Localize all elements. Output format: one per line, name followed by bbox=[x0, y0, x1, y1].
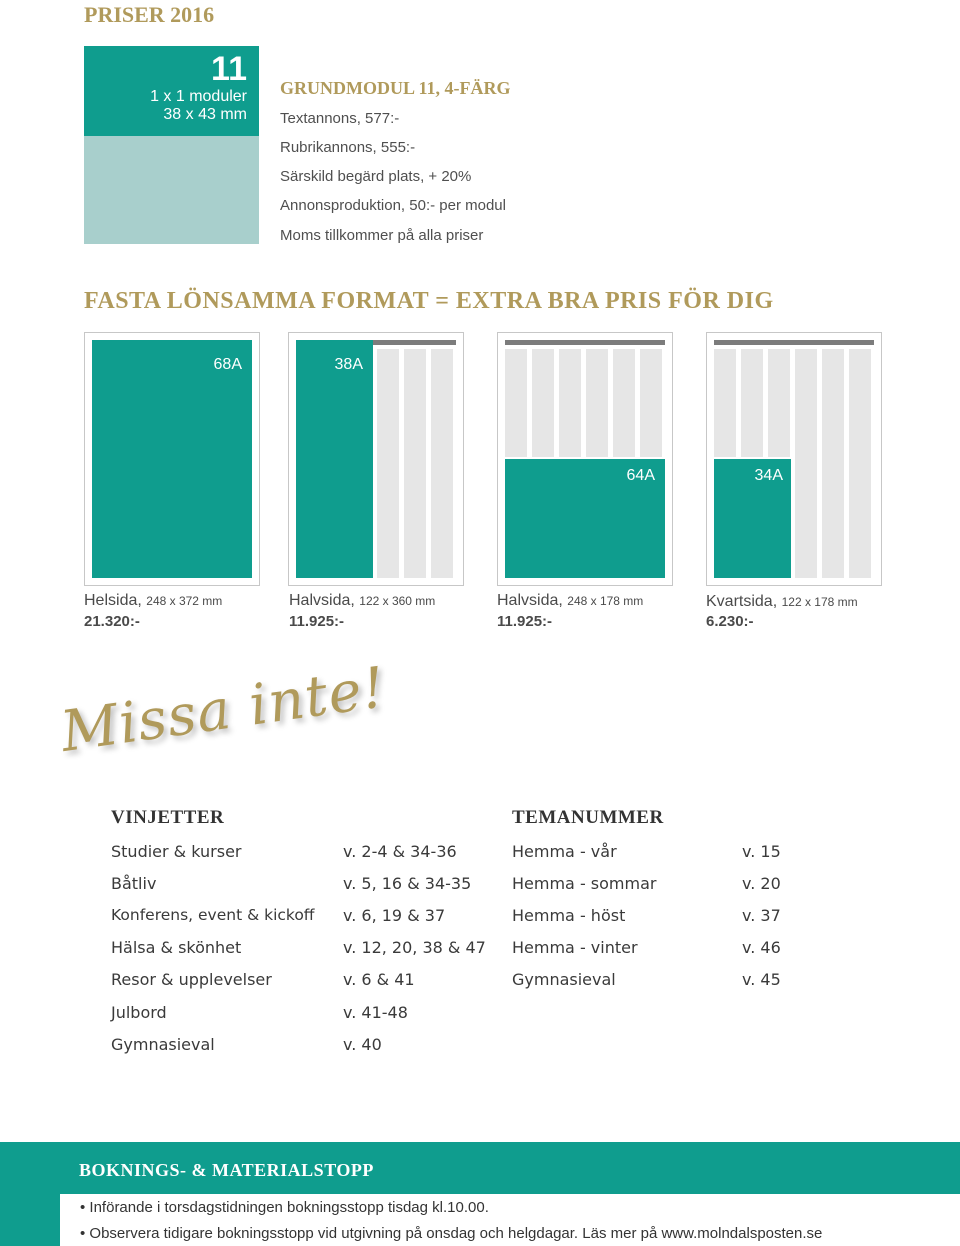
column bbox=[431, 349, 453, 578]
column bbox=[404, 349, 426, 578]
column bbox=[532, 349, 554, 457]
vinjett-week: v. 41-48 bbox=[343, 1003, 408, 1022]
format-thumbnail-34a bbox=[706, 332, 882, 586]
column bbox=[640, 349, 662, 457]
vinjett-week: v. 12, 20, 38 & 47 bbox=[343, 938, 486, 957]
module-size-box bbox=[84, 46, 259, 136]
module-price-line: Särskild begärd plats, + 20% bbox=[280, 168, 472, 185]
format-dims: 248 x 372 mm bbox=[146, 594, 223, 608]
column bbox=[714, 349, 736, 457]
module-size-line1: 1 x 1 moduler bbox=[150, 88, 247, 105]
format-code: 34A bbox=[754, 467, 783, 484]
tema-week: v. 45 bbox=[742, 970, 781, 989]
tema-week: v. 37 bbox=[742, 906, 781, 925]
vinjett-week: v. 40 bbox=[343, 1035, 382, 1054]
module-price-line: Rubrikannons, 555:- bbox=[280, 139, 416, 156]
tema-week: v. 46 bbox=[742, 938, 781, 957]
module-size-label bbox=[150, 88, 247, 124]
ad-area bbox=[505, 459, 665, 578]
module-title: GRUNDMODUL 11, 4-FÄRG bbox=[280, 78, 511, 98]
ad-area bbox=[92, 340, 252, 578]
column bbox=[822, 349, 844, 578]
format-price: 21.320:- bbox=[84, 613, 140, 630]
formats-title: FASTA LÖNSAMMA FORMAT = EXTRA BRA PRIS FÖR DIG bbox=[84, 288, 774, 314]
vinjett-week: v. 5, 16 & 34-35 bbox=[343, 874, 472, 893]
footer-bullet: • Införande i torsdagstidningen bokningsstopp tisdag kl.10.00. bbox=[80, 1199, 489, 1216]
module-number: 11 bbox=[211, 50, 247, 88]
format-name: Kvartsida, bbox=[706, 593, 778, 610]
temanummer-title: TEMANUMMER bbox=[512, 807, 664, 828]
ad-area bbox=[714, 459, 791, 578]
format-dims: 122 x 360 mm bbox=[359, 594, 436, 608]
page-title: PRISER 2016 bbox=[84, 2, 215, 27]
format-price: 6.230:- bbox=[706, 613, 754, 630]
tema-name: Hemma - höst bbox=[512, 906, 626, 925]
vinjett-name: Julbord bbox=[111, 1003, 167, 1022]
vinjett-name: Båtliv bbox=[111, 874, 157, 893]
tema-name: Gymnasieval bbox=[512, 970, 616, 989]
format-dims: 122 x 178 mm bbox=[781, 595, 858, 609]
vinjett-name: Gymnasieval bbox=[111, 1035, 215, 1054]
footer-bullet-text: Observera tidigare bokningsstopp vid utgivning på onsdag och helgdagar. Läs mer på www.molndalsposten.se bbox=[89, 1225, 823, 1242]
column bbox=[377, 349, 399, 578]
vinjetter-title: VINJETTER bbox=[111, 807, 225, 828]
column bbox=[768, 349, 790, 457]
tema-week: v. 15 bbox=[742, 842, 781, 861]
column bbox=[795, 349, 817, 578]
module-size-line2: 38 x 43 mm bbox=[163, 106, 247, 123]
format-name-38a bbox=[289, 592, 435, 610]
format-name: Halvsida, bbox=[497, 592, 563, 609]
tema-name: Hemma - vår bbox=[512, 842, 617, 861]
format-thumbnail-68a bbox=[84, 332, 260, 586]
format-code: 68A bbox=[213, 356, 242, 373]
format-code: 64A bbox=[626, 467, 655, 484]
footer-bullet: • Observera tidigare bokningsstopp vid utgivning på onsdag och helgdagar. Läs mer på www.molndalsposten.se bbox=[80, 1225, 823, 1242]
module-price-line: Moms tillkommer på alla priser bbox=[280, 227, 484, 244]
vinjett-week: v. 2-4 & 34-36 bbox=[343, 842, 457, 861]
format-dims: 248 x 178 mm bbox=[567, 594, 644, 608]
module-price-line: Textannons, 577:- bbox=[280, 110, 400, 127]
format-thumbnail-38a bbox=[288, 332, 464, 586]
format-name-64a bbox=[497, 592, 643, 610]
column bbox=[559, 349, 581, 457]
vinjett-name: Studier & kurser bbox=[111, 842, 242, 861]
column bbox=[613, 349, 635, 457]
ad-area bbox=[296, 340, 373, 578]
vinjett-name: Konferens, event & kickoff bbox=[111, 906, 315, 924]
tema-name: Hemma - sommar bbox=[512, 874, 657, 893]
format-name-68a bbox=[84, 592, 222, 610]
format-price: 11.925:- bbox=[289, 613, 345, 630]
format-thumbnail-64a bbox=[497, 332, 673, 586]
column bbox=[849, 349, 871, 578]
format-name-34a bbox=[706, 593, 858, 611]
column bbox=[586, 349, 608, 457]
vinjett-week: v. 6, 19 & 37 bbox=[343, 906, 446, 925]
page-header-bar bbox=[505, 340, 665, 345]
footer-bullet-text: Införande i torsdagstidningen bokningsstopp tisdag kl.10.00. bbox=[89, 1199, 489, 1216]
column bbox=[505, 349, 527, 457]
format-name: Helsida, bbox=[84, 592, 142, 609]
column bbox=[741, 349, 763, 457]
page-header-bar bbox=[714, 340, 874, 345]
missa-inte-heading: Missa inte! bbox=[56, 655, 390, 765]
footer-title: BOKNINGS- & MATERIALSTOPP bbox=[79, 1160, 374, 1180]
format-name: Halvsida, bbox=[289, 592, 355, 609]
format-price: 11.925:- bbox=[497, 613, 553, 630]
tema-name: Hemma - vinter bbox=[512, 938, 638, 957]
tema-week: v. 20 bbox=[742, 874, 781, 893]
vinjett-name: Hälsa & skönhet bbox=[111, 938, 242, 957]
vinjett-name: Resor & upplevelser bbox=[111, 970, 272, 989]
format-code: 38A bbox=[334, 356, 363, 373]
module-price-line: Annonsproduktion, 50:- per modul bbox=[280, 197, 506, 214]
vinjett-week: v. 6 & 41 bbox=[343, 970, 415, 989]
